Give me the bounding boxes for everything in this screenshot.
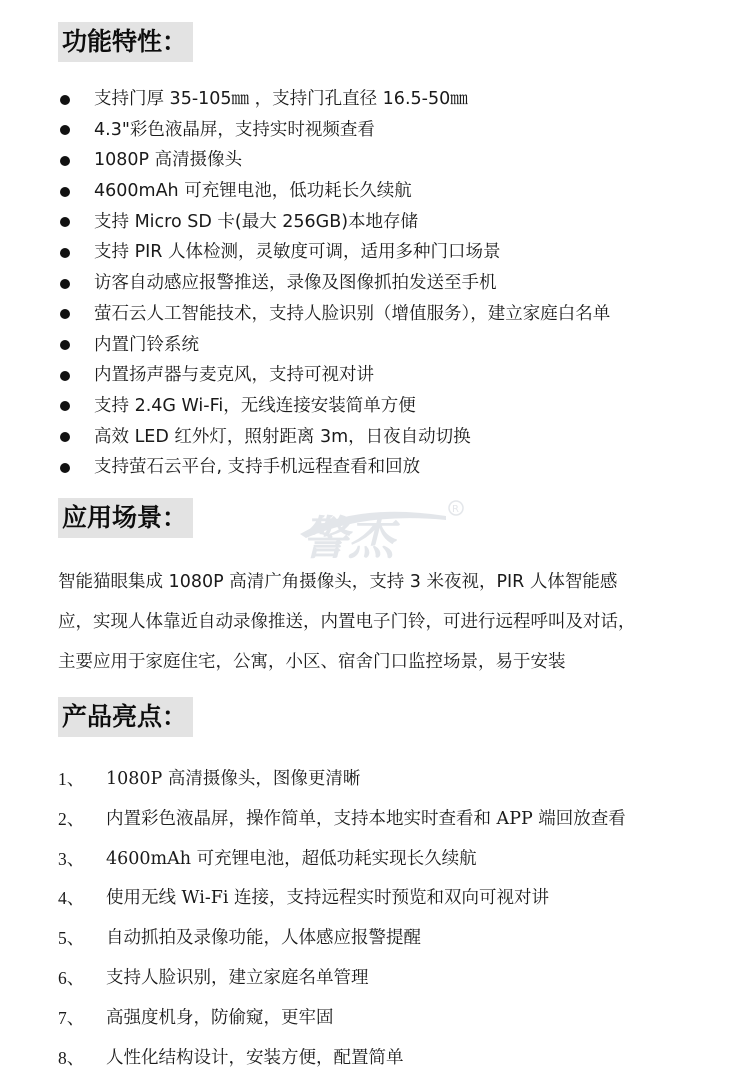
bullet-icon <box>60 401 70 411</box>
feature-text: 支持萤石云平台, 支持手机远程查看和回放 <box>94 457 421 478</box>
highlight-text: 1080P 高清摄像头，图像更清晰 <box>106 769 361 789</box>
list-item <box>58 1039 626 1079</box>
item-number: 8、 <box>58 1047 85 1068</box>
list-item <box>58 879 626 919</box>
item-number: 3、 <box>58 848 85 869</box>
list-item <box>56 176 610 207</box>
scenario-heading: 应用场景： <box>58 498 193 538</box>
highlight-text: 内置彩色液晶屏，操作简单，支持本地实时查看和 APP 端回放查看 <box>106 808 626 829</box>
features-heading: 功能特性： <box>58 22 193 62</box>
list-item <box>56 115 610 146</box>
bullet-icon <box>60 95 70 105</box>
list-item <box>56 145 610 176</box>
feature-text: 访客自动感应报警推送，录像及图像抓拍发送至手机 <box>94 273 497 294</box>
bullet-icon <box>60 279 70 289</box>
highlight-text: 支持人脸识别，建立家庭名单管理 <box>106 967 369 988</box>
highlight-text: 使用无线 Wi-Fi 连接，支持远程实时预览和双向可视对讲 <box>106 888 550 909</box>
feature-text: 内置门铃系统 <box>94 334 199 355</box>
bullet-icon <box>60 125 70 135</box>
highlights-heading: 产品亮点： <box>58 697 193 737</box>
list-item <box>56 268 610 299</box>
brand-watermark-logo <box>296 498 466 564</box>
list-item <box>56 391 610 422</box>
features-list <box>56 84 610 483</box>
scenario-line: 智能猫眼集成 1080P 高清广角摄像头，支持 3 米夜视，PIR 人体智能感 <box>58 572 618 592</box>
list-item <box>56 84 610 115</box>
svg-text:警杰: 警杰 <box>302 511 394 564</box>
list-item <box>56 207 610 238</box>
highlight-text: 自动抓拍及录像功能，人体感应报警提醒 <box>106 928 421 949</box>
list-item <box>58 919 626 959</box>
list-item <box>58 760 626 800</box>
list-item <box>58 800 626 840</box>
feature-text: 内置扬声器与麦克风，支持可视对讲 <box>94 365 374 386</box>
list-item <box>56 422 610 453</box>
item-number: 4、 <box>58 888 85 909</box>
bullet-icon <box>60 156 70 166</box>
feature-text: 支持 2.4G Wi-Fi，无线连接安装简单方便 <box>94 395 416 416</box>
item-number: 2、 <box>58 808 85 829</box>
feature-text: 支持门厚 35-105㎜ ，支持门孔直径 16.5-50㎜ <box>94 89 468 109</box>
bullet-icon <box>60 432 70 442</box>
highlight-text: 人性化结构设计，安装方便，配置简单 <box>106 1047 404 1068</box>
feature-text: 4.3"彩色液晶屏，支持实时视频查看 <box>94 119 375 140</box>
bullet-icon <box>60 248 70 258</box>
list-item <box>58 959 626 999</box>
item-number: 1、 <box>58 769 85 789</box>
list-item <box>56 237 610 268</box>
bullet-icon <box>60 371 70 381</box>
list-item <box>58 840 626 880</box>
feature-text: 支持 Micro SD 卡(最大 256GB)本地存储 <box>94 211 419 232</box>
list-item <box>56 452 610 483</box>
highlight-text: 高强度机身，防偷窥，更牢固 <box>106 1007 334 1028</box>
item-number: 7、 <box>58 1007 85 1028</box>
list-item <box>56 360 610 391</box>
item-number: 6、 <box>58 967 85 988</box>
scenario-line: 主要应用于家庭住宅，公寓，小区、宿舍门口监控场景，易于安装 <box>58 652 566 672</box>
feature-text: 萤石云人工智能技术，支持人脸识别（增值服务），建立家庭白名单 <box>94 303 611 324</box>
scenario-line: 应，实现人体靠近自动录像推送，内置电子门铃，可进行远程呼叫及对话， <box>58 612 636 632</box>
feature-text: 支持 PIR 人体检测，灵敏度可调，适用多种门口场景 <box>94 242 501 263</box>
list-item <box>58 999 626 1039</box>
list-item <box>56 299 610 330</box>
highlight-text: 4600mAh 可充锂电池，超低功耗实现长久续航 <box>106 848 477 869</box>
bullet-icon <box>60 187 70 197</box>
feature-text: 4600mAh 可充锂电池，低功耗长久续航 <box>94 181 412 202</box>
feature-text: 高效 LED 红外灯，照射距离 3m，日夜自动切换 <box>94 426 471 447</box>
bullet-icon <box>60 340 70 350</box>
bullet-icon <box>60 217 70 227</box>
bullet-icon <box>60 463 70 473</box>
scenario-paragraph <box>58 562 636 682</box>
bullet-icon <box>60 309 70 319</box>
highlights-list <box>58 760 626 1078</box>
svg-text:R: R <box>452 504 459 515</box>
item-number: 5、 <box>58 928 85 949</box>
feature-text: 1080P 高清摄像头 <box>94 150 243 171</box>
list-item <box>56 330 610 361</box>
